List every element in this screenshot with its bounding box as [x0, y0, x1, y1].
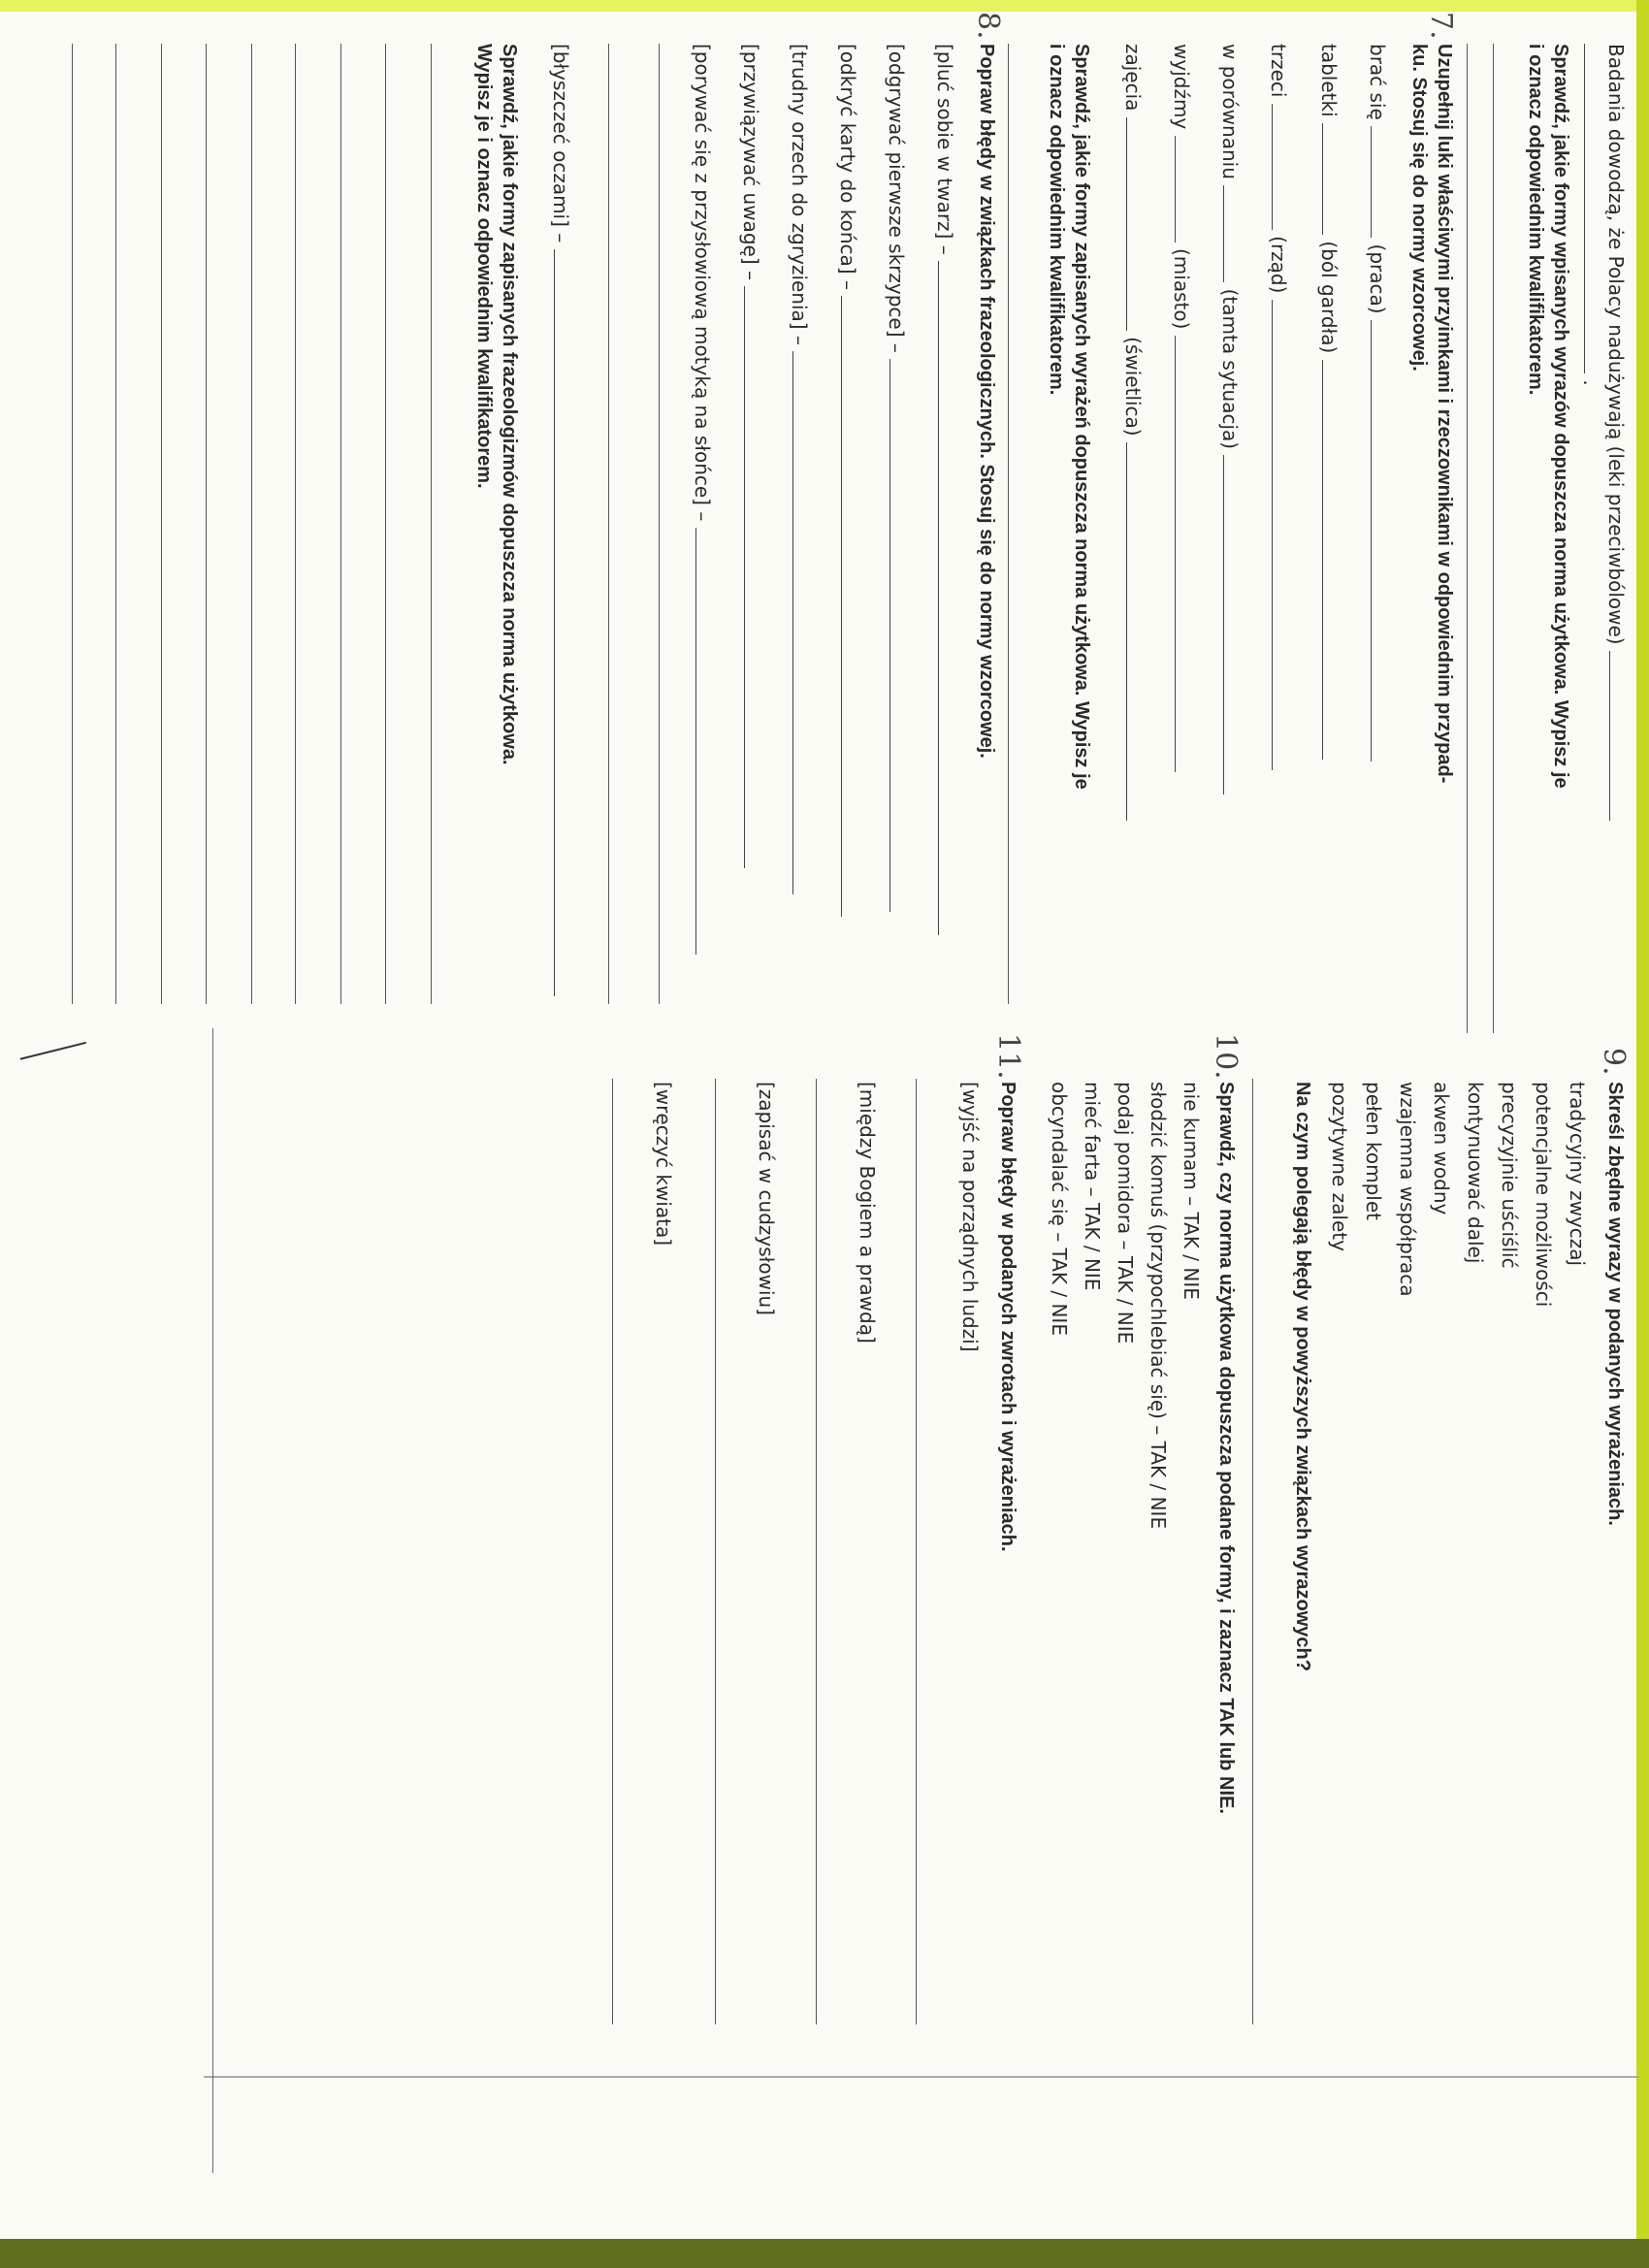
exercise-9-title: Skreśl zbędne wyrazy w podanych wyrażeniach. — [1604, 1082, 1626, 1526]
ex9-item: akwen wodny — [1430, 1082, 1453, 1215]
ex11-item: [wyjść na porządnych ludzi] — [958, 1082, 982, 1352]
answer-line[interactable] — [1493, 44, 1494, 1033]
ex9-item: pozytywne zalety — [1328, 1082, 1351, 1251]
ex9-item: tradycyjny zwyczaj — [1566, 1082, 1589, 1267]
ex7-check-instruction-2: i oznacz odpowiednim kwalifikatorem. — [1046, 44, 1067, 396]
answer-blank[interactable] — [1126, 442, 1145, 821]
intro-line — [1604, 44, 1628, 821]
answer-blank[interactable] — [938, 261, 956, 935]
answer-line[interactable] — [1008, 44, 1009, 1004]
answer-blank[interactable] — [1371, 320, 1389, 761]
answer-blank[interactable] — [1175, 336, 1193, 772]
answer-blank[interactable] — [1126, 117, 1145, 331]
ex7-item: wyjdźmy (miasto) — [1170, 44, 1193, 772]
ex9-item: potencjalne możliwości — [1532, 1082, 1555, 1308]
answer-blank[interactable] — [1272, 300, 1290, 770]
ex7-item: w porównaniu (tamta sytuacja) — [1218, 44, 1242, 794]
ex11-item: [wręczyć kwiata] — [652, 1082, 675, 1247]
ex10-item: obcyndalać się – TAK / NIE — [1048, 1082, 1071, 1336]
check-forms-instruction: Sprawdź, jakie formy wpisanych wyrazów dopuszcza norma użytkowa. Wypisz je — [1550, 44, 1571, 789]
ex8-item: [przywiązywać uwagę] – — [739, 44, 762, 868]
exercise-10-title: Sprawdź, czy norma użytkowa dopuszcza podane formy, i zaznacz TAK lub NIE. — [1215, 1082, 1237, 1814]
ex8-item: [pluć sobie w twarz] – — [933, 44, 956, 935]
intro-sentence: Badania dowodzą, że Polacy nadużywają (leki przeciwbólowe) — [1604, 44, 1628, 645]
check-forms-instruction-2: i oznacz odpowiednim kwalifikatorem. — [1525, 44, 1546, 396]
answer-line[interactable] — [385, 44, 386, 1004]
ex9-item: kontynuować dalej — [1464, 1082, 1487, 1264]
ex9-question: Na czym polegają błędy w powyższych związkach wyrazowych? — [1292, 1082, 1313, 1671]
answer-line[interactable] — [715, 1079, 716, 2025]
answer-blank[interactable] — [1175, 136, 1193, 243]
answer-line[interactable] — [340, 44, 341, 1004]
answer-blank[interactable] — [1609, 651, 1628, 821]
answer-line[interactable] — [659, 44, 660, 1004]
answer-blank[interactable] — [695, 528, 714, 955]
answer-line[interactable] — [295, 44, 296, 1004]
ex7-item: tabletki (ból gardła) — [1317, 44, 1341, 760]
answer-line[interactable] — [206, 44, 207, 1004]
ex8-item: [trudny orzech do zgryzienia] – — [788, 44, 811, 894]
ex9-item: wzajemna współpraca — [1396, 1082, 1419, 1297]
ex8-check-instruction-2: Wypisz je i oznacz odpowiednim kwalifikatorem. — [473, 44, 495, 489]
exercise-9-number: 9. — [1597, 1048, 1631, 1076]
ex8-item: [błyszczeć oczami] – — [549, 44, 572, 996]
exercise-7-title: Uzupełnij luki właściwymi przyimkami i rzeczownikami w odpowiednim przypad- — [1434, 44, 1455, 784]
exercise-10-number: 10. — [1209, 1033, 1243, 1080]
answer-line[interactable] — [816, 1079, 817, 2025]
answer-blank[interactable] — [1584, 44, 1602, 373]
ex10-item: podaj pomidora – TAK / NIE — [1114, 1082, 1137, 1345]
answer-blank[interactable] — [554, 249, 572, 996]
ex8-item: [porywać się z przysłowiową motyką na słońce] – — [691, 44, 714, 955]
answer-blank[interactable] — [1322, 360, 1341, 760]
ex7-check-instruction: Sprawdź, jakie formy zapisanych wyrażeń dopuszcza norma użytkowa. Wypisz je — [1071, 44, 1092, 790]
answer-line[interactable] — [1252, 1079, 1253, 2025]
answer-blank[interactable] — [841, 296, 859, 917]
answer-line[interactable] — [612, 1079, 613, 2025]
page-edge-line — [212, 1028, 213, 2173]
answer-line[interactable] — [1467, 44, 1468, 1033]
answer-blank[interactable] — [1371, 126, 1389, 238]
ex10-item: mieć farta – TAK / NIE — [1081, 1082, 1104, 1291]
ex9-item: precyzyjnie uściślić — [1498, 1082, 1521, 1269]
ex10-item: nie kumam – TAK / NIE — [1180, 1082, 1203, 1300]
answer-line[interactable] — [115, 44, 116, 1004]
answer-blank[interactable] — [1272, 104, 1290, 230]
answer-line[interactable] — [161, 44, 162, 1004]
ex7-item: brać się (praca) — [1366, 44, 1389, 761]
answer-line[interactable] — [72, 44, 73, 1004]
answer-blank[interactable] — [1223, 455, 1242, 794]
ex7-item: trzeci (rząd) — [1267, 44, 1290, 770]
exercise-8-title: Popraw błędy w związkach frazeologicznych. Stosuj się do normy wzorcowej. — [976, 44, 997, 759]
intro-line-2 — [1579, 44, 1602, 386]
answer-blank[interactable] — [1322, 123, 1341, 235]
exercise-7-number: 7. — [1424, 12, 1458, 40]
exercise-11-title: Popraw błędy w podanych zwrotach i wyrażeniach. — [997, 1082, 1018, 1552]
ex10-item: słodzić komuś (przypochlebiać się) – TAK / NIE — [1147, 1082, 1170, 1530]
answer-blank[interactable] — [792, 351, 811, 894]
answer-line[interactable] — [251, 44, 252, 1004]
ex8-item: [odgrywać pierwsze skrzypce] – — [885, 44, 908, 912]
answer-blank[interactable] — [1223, 185, 1242, 282]
answer-line[interactable] — [608, 44, 609, 1004]
answer-line[interactable] — [431, 44, 432, 1004]
exercise-7-title-2: ku. Stosuj się do normy wzorcowej. — [1408, 44, 1430, 372]
exercise-8-number: 8. — [971, 12, 1005, 40]
ex8-check-instruction: Sprawdź, jakie formy zapisanych frazeologizmów dopuszcza norma użytkowa. — [499, 44, 520, 765]
ex7-item: zajęcia (świetlica) — [1121, 44, 1145, 821]
exercise-11-number: 11. — [991, 1033, 1025, 1080]
intro-end: . — [1579, 379, 1602, 386]
ex11-item: [zapisać w cudzysłowiu] — [755, 1082, 778, 1315]
ex9-item: pełen komplet — [1362, 1082, 1385, 1221]
ex11-item: [między Bogiem a prawdą] — [856, 1082, 879, 1344]
answer-blank[interactable] — [744, 286, 762, 868]
answer-blank[interactable] — [889, 359, 908, 912]
answer-line[interactable] — [916, 1079, 917, 2025]
ex8-item: [odkryć karty do końca] – — [836, 44, 859, 917]
